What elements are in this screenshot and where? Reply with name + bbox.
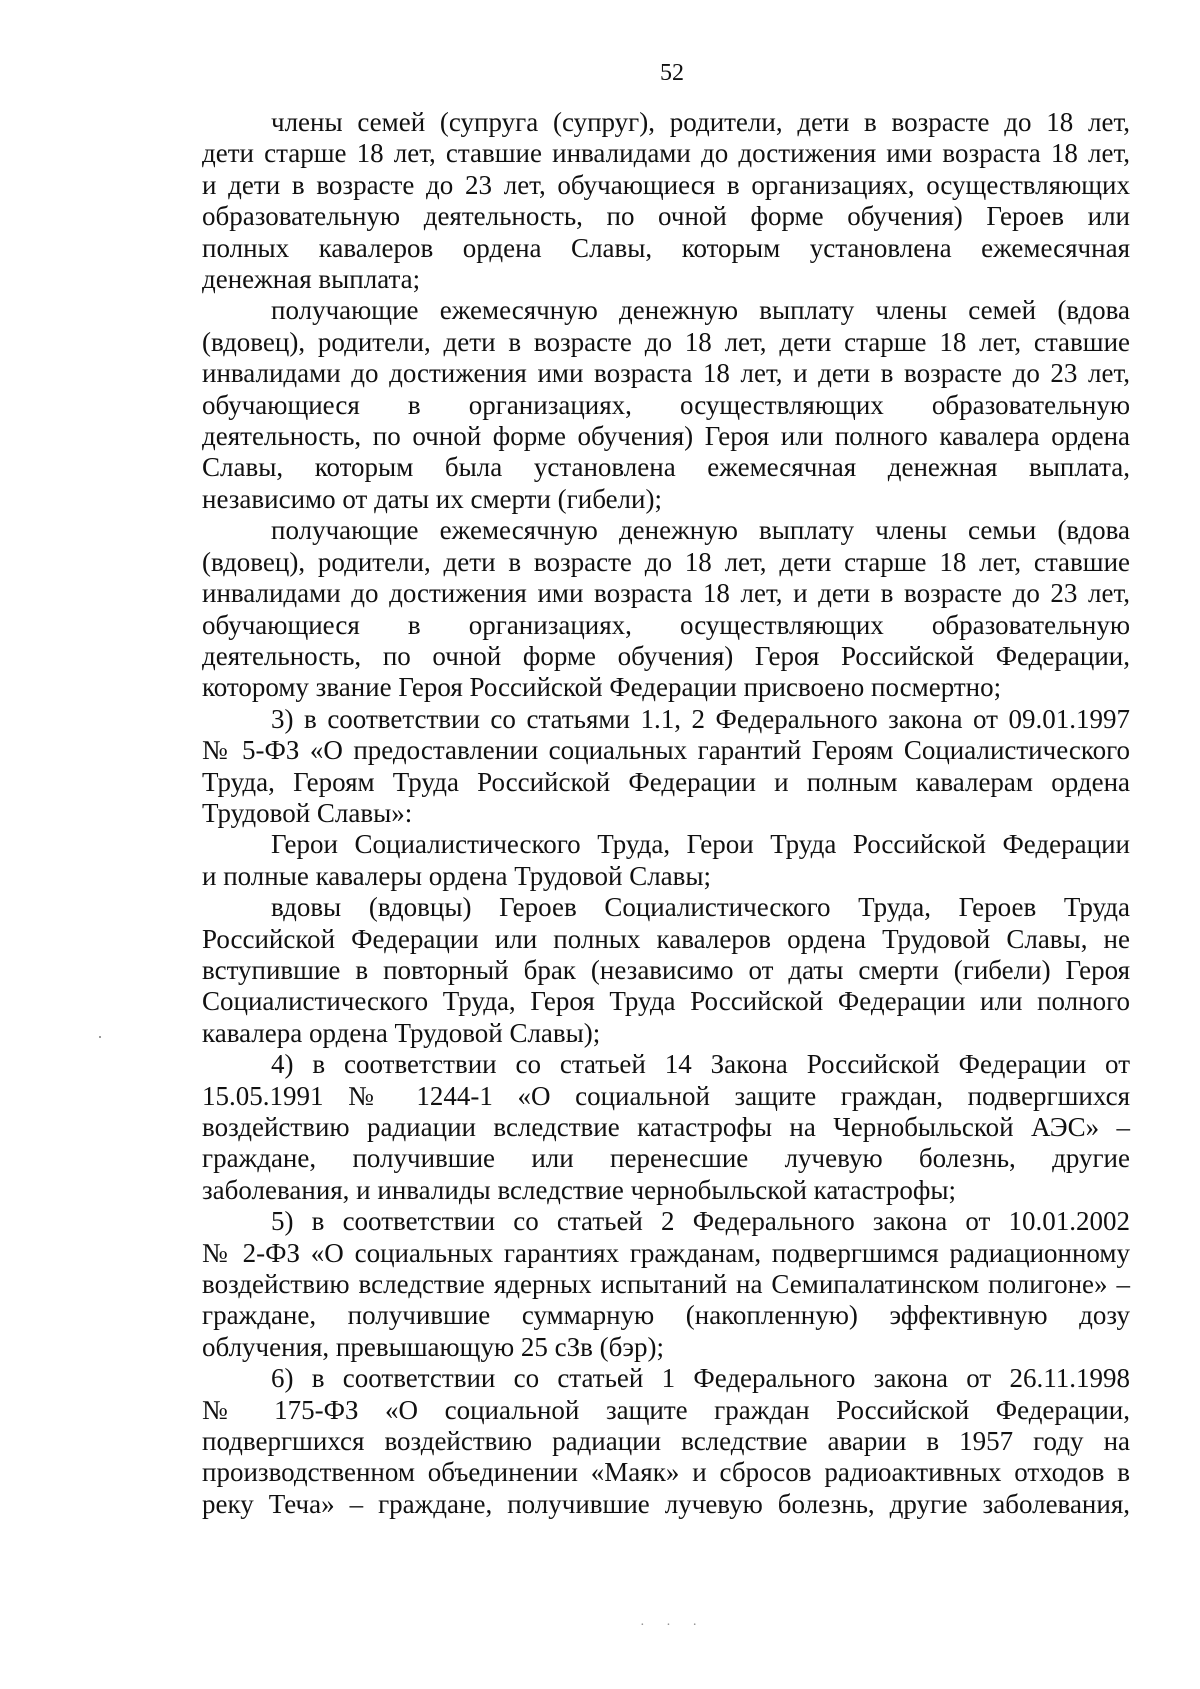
paragraph [202, 295, 1130, 515]
paragraph [202, 1363, 1130, 1520]
text-line: инвалидами до достижения ими возраста 18 лет, и дети в возрасте до 23 лет, [202, 358, 1130, 389]
text-line: образовательную деятельность, по очной форме обучения) Героев или [202, 201, 1130, 232]
text-line: инвалидами до достижения ими возраста 18 лет, и дети в возрасте до 23 лет, [202, 578, 1130, 609]
text-line: подвергшихся воздействию радиации вследствие аварии в 1957 году на [202, 1426, 1130, 1457]
text-line: обучающиеся в организациях, осуществляющих образовательную [202, 609, 1130, 640]
paragraph [202, 515, 1130, 703]
text-line: независимо от даты их смерти (гибели); [202, 483, 662, 514]
text-line: и дети в возрасте до 23 лет, обучающиеся в организациях, осуществляющих [202, 169, 1130, 200]
paragraph [202, 1049, 1130, 1206]
text-line: (вдовец), родители, дети в возрасте до 18 лет, дети старше 18 лет, ставшие [202, 546, 1130, 577]
text-line: получающие ежемесячную денежную выплату члены семьи (вдова [271, 515, 1130, 546]
text-line: получающие ежемесячную денежную выплату члены семей (вдова [271, 295, 1130, 326]
text-line: Труда, Героям Труда Российской Федерации и полным кавалерам ордена [202, 766, 1130, 797]
paragraph [202, 1206, 1130, 1363]
text-line: воздействию вследствие ядерных испытаний на Семипалатинском полигоне» – [202, 1269, 1130, 1300]
text-line: 6) в соответствии со статьей 1 Федерального закона от 26.11.1998 [271, 1363, 1130, 1394]
text-line: реку Теча» – граждане, получившие лучевую болезнь, другие заболевания, [202, 1488, 1130, 1519]
text-line: Славы, которым была установлена ежемесячная денежная выплата, [202, 452, 1130, 483]
text-line: 15.05.1991 № 1244-1 «О социальной защите граждан, подвергшихся [202, 1080, 1130, 1111]
text-line: Герои Социалистического Труда, Герои Труда Российской Федерации [271, 829, 1130, 860]
paragraph [202, 892, 1130, 1049]
text-line: вступившие в повторный брак (независимо от даты смерти (гибели) Героя [202, 954, 1130, 985]
text-line: кавалера ордена Трудовой Славы); [202, 1017, 601, 1048]
text-line: 5) в соответствии со статьей 2 Федерального закона от 10.01.2002 [271, 1206, 1130, 1237]
text-line: деятельность, по очной форме обучения) Героя или полного кавалера ордена [202, 421, 1130, 452]
text-line: деятельность, по очной форме обучения) Героя Российской Федерации, [202, 640, 1130, 671]
text-line: заболевания, и инвалиды вследствие чернобыльской катастрофы; [202, 1174, 957, 1205]
text-line: 4) в соответствии со статьей 14 Закона Российской Федерации от [271, 1049, 1130, 1080]
text-line: дети старше 18 лет, ставшие инвалидами до достижения ими возраста 18 лет, [202, 138, 1130, 169]
text-line: № 5-ФЗ «О предоставлении социальных гарантий Героям Социалистического [202, 735, 1130, 766]
text-line: № 175-ФЗ «О социальной защите граждан Российской Федерации, [202, 1394, 1130, 1425]
text-line: Трудовой Славы»: [202, 797, 413, 828]
text-line: облучения, превышающую 25 сЗв (бэр); [202, 1331, 664, 1362]
text-line: обучающиеся в организациях, осуществляющих образовательную [202, 389, 1130, 420]
scan-artifact: · · · [640, 1618, 706, 1633]
text-line: № 2-ФЗ «О социальных гарантиях гражданам, подвергшимся радиационному [202, 1237, 1130, 1268]
paragraph [202, 107, 1130, 295]
document-body [202, 107, 1130, 1520]
text-line: полных кавалеров ордена Славы, которым установлена ежемесячная [202, 232, 1130, 263]
text-line: 3) в соответствии со статьями 1.1, 2 Федерального закона от 09.01.1997 [271, 703, 1130, 734]
text-line: Социалистического Труда, Героя Труда Российской Федерации или полного [202, 986, 1130, 1017]
text-line: граждане, получившие или перенесшие лучевую болезнь, другие [202, 1143, 1130, 1174]
text-line: члены семей (супруга (супруг), родители, дети в возрасте до 18 лет, [271, 107, 1130, 137]
scan-speck [99, 1036, 101, 1038]
text-line: (вдовец), родители, дети в возрасте до 18 лет, дети старше 18 лет, ставшие [202, 326, 1130, 357]
text-line: денежная выплата; [202, 264, 421, 295]
text-line: граждане, получившие суммарную (накопленную) эффективную дозу [202, 1300, 1130, 1331]
text-line: вдовы (вдовцы) Героев Социалистического Труда, Героев Труда [271, 892, 1130, 923]
paragraph [202, 704, 1130, 830]
paragraph [202, 829, 1130, 892]
text-line: и полные кавалеры ордена Трудовой Славы; [202, 860, 712, 891]
text-line: производственном объединении «Маяк» и сбросов радиоактивных отходов в [202, 1457, 1130, 1488]
text-line: Российской Федерации или полных кавалеров ордена Трудовой Славы, не [202, 923, 1130, 954]
text-line: которому звание Героя Российской Федерации присвоено посмертно; [202, 672, 1002, 703]
text-line: воздействию радиации вследствие катастрофы на Чернобыльской АЭС» – [202, 1112, 1130, 1142]
page-number: 52 [660, 60, 684, 86]
